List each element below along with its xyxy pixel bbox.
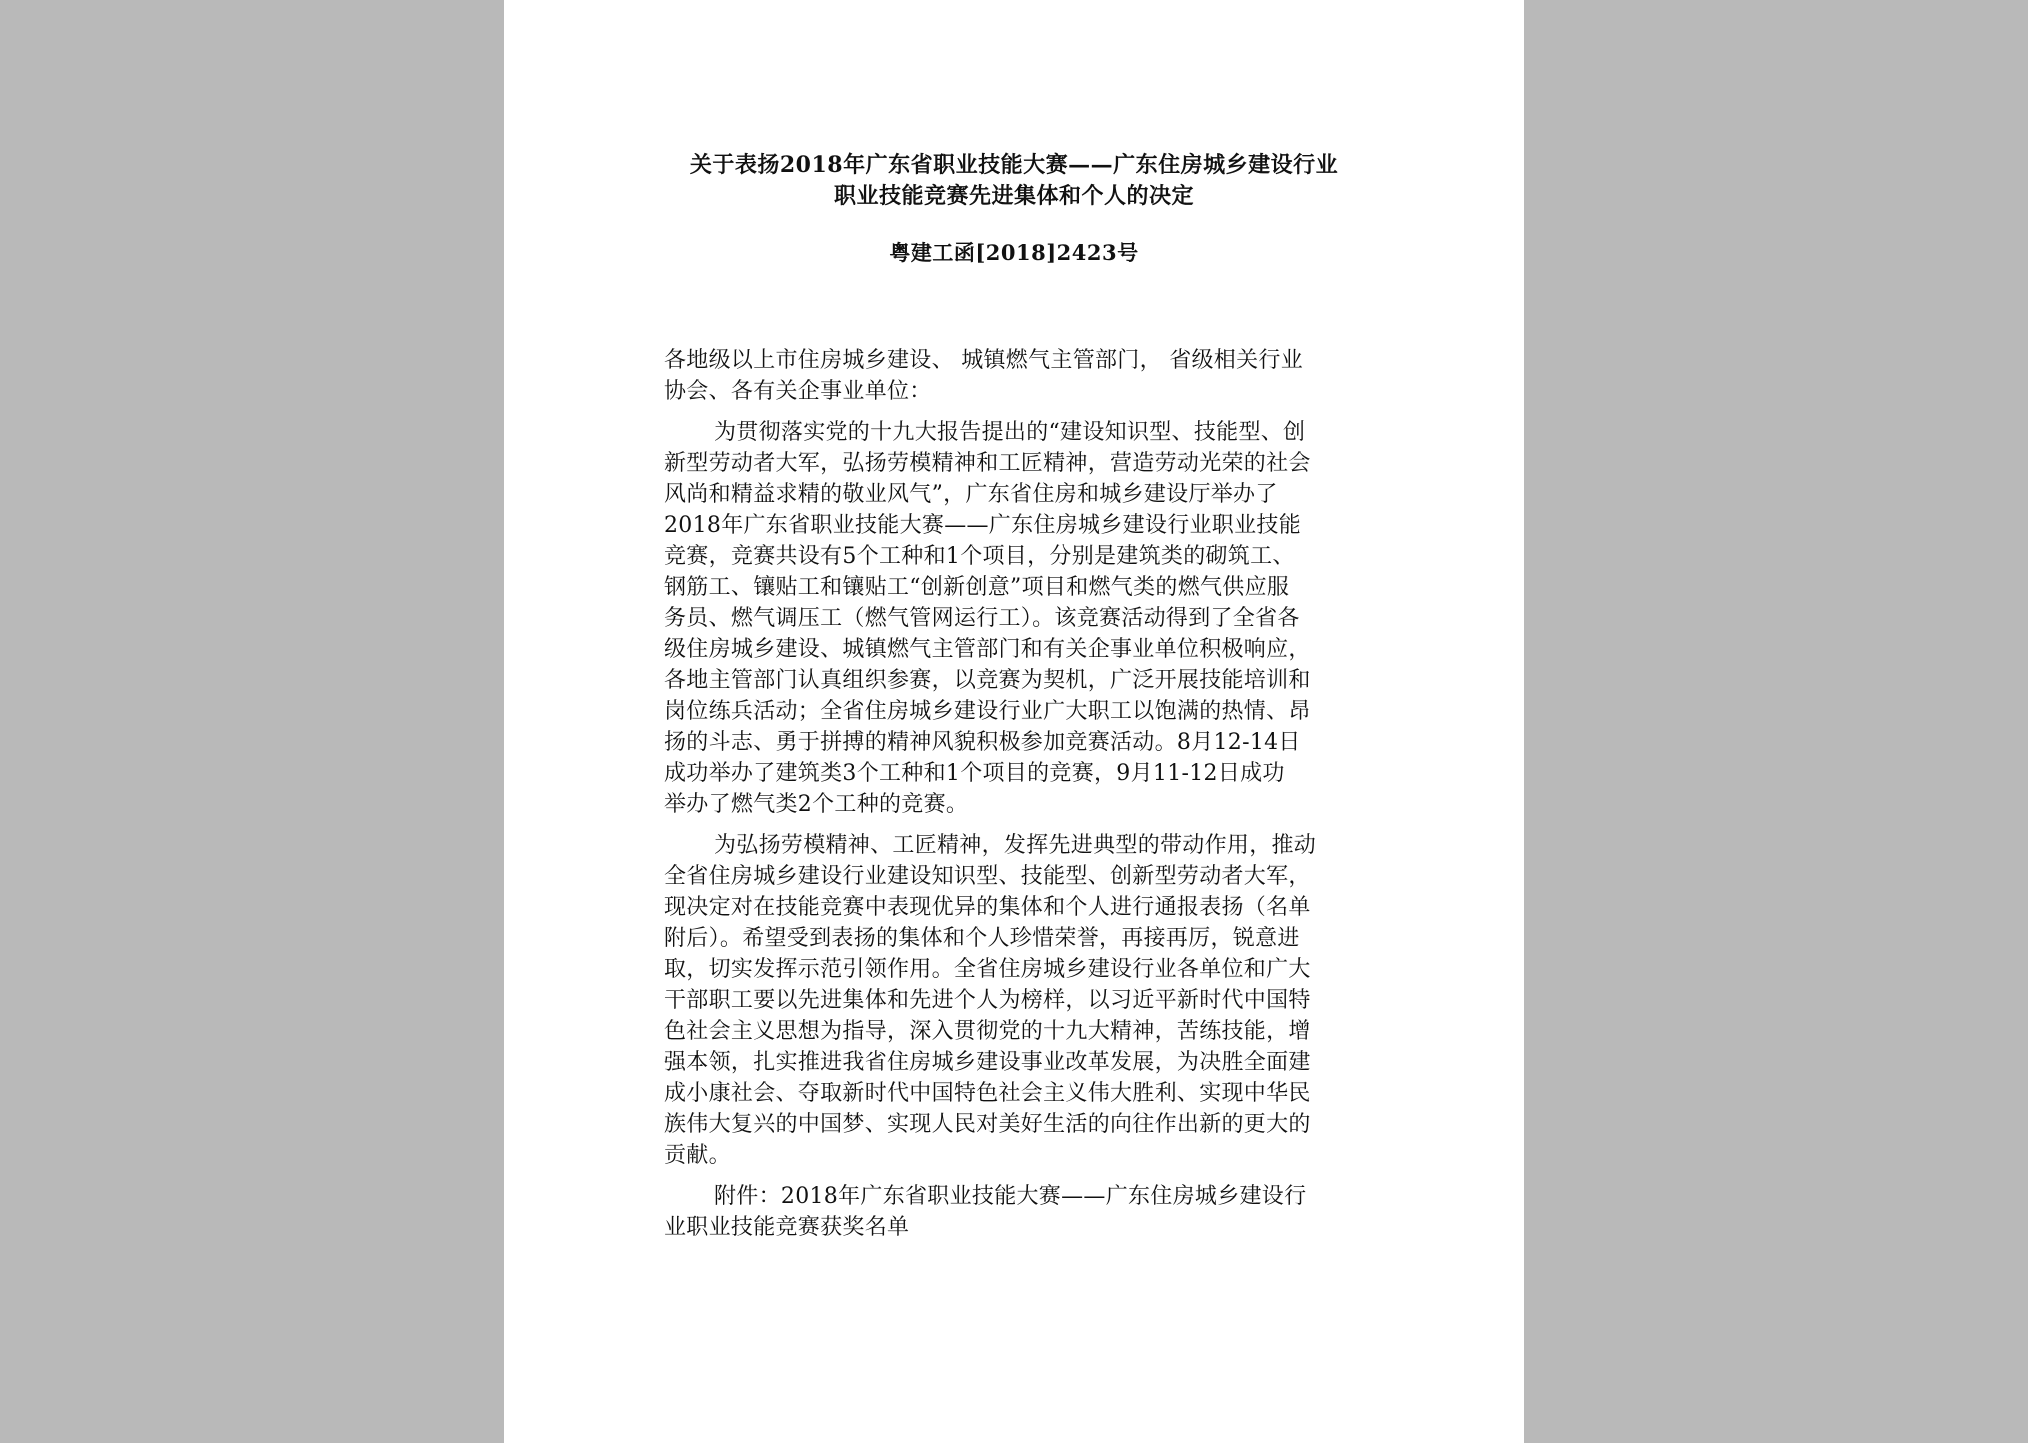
document-page — [504, 0, 1524, 1443]
paragraph2-line: 现决定对在技能竞赛中表现优异的集体和个人进行通报表扬（名单 — [664, 895, 1311, 920]
paragraph2-line: 为弘扬劳模精神、工匠精神，发挥先进典型的带动作用，推动 — [714, 833, 1317, 858]
document-title-line-2: 职业技能竞赛先进集体和个人的决定 — [833, 183, 1194, 209]
paragraph2-line: 族伟大复兴的中国梦、实现人民对美好生活的向往作出新的更大的 — [664, 1112, 1311, 1137]
paragraph1-line: 钢筋工、镶贴工和镶贴工“创新创意”项目和燃气类的燃气供应服 — [664, 575, 1290, 600]
paragraph2-line: 强本领，扎实推进我省住房城乡建设事业改革发展，为决胜全面建 — [664, 1050, 1311, 1075]
paragraph1-line: 竞赛，竞赛共设有5个工种和1个项目，分别是建筑类的砌筑工、 — [664, 544, 1295, 569]
paragraph2-line: 干部职工要以先进集体和先进个人为榜样，以习近平新时代中国特 — [664, 988, 1311, 1013]
addressee-line-1: 各地级以上市住房城乡建设、 城镇燃气主管部门， 省级相关行业 — [664, 348, 1303, 373]
document-number: 粤建工函[2018]2423号 — [889, 240, 1139, 265]
document-title-line-1: 关于表扬2018年广东省职业技能大赛——广东住房城乡建设行业 — [689, 152, 1339, 178]
paragraph1-line: 2018年广东省职业技能大赛——广东住房城乡建设行业职业技能 — [664, 513, 1301, 538]
paragraph1-line: 级住房城乡建设、城镇燃气主管部门和有关企事业单位积极响应， — [664, 637, 1311, 662]
attachment-line-1: 附件：2018年广东省职业技能大赛——广东住房城乡建设行 — [714, 1184, 1307, 1209]
paragraph2-line: 全省住房城乡建设行业建设知识型、技能型、创新型劳动者大军， — [664, 864, 1311, 889]
paragraph2-line: 取，切实发挥示范引领作用。全省住房城乡建设行业各单位和广大 — [664, 957, 1311, 982]
paragraph1-line: 扬的斗志、勇于拼搏的精神风貌积极参加竞赛活动。8月12-14日 — [664, 730, 1301, 755]
addressee-line-2: 协会、各有关企事业单位： — [664, 379, 932, 404]
paragraph1-line: 风尚和精益求精的敬业风气”，广东省住房和城乡建设厅举办了 — [664, 482, 1278, 507]
paragraph2-line: 成小康社会、夺取新时代中国特色社会主义伟大胜利、实现中华民 — [664, 1081, 1311, 1106]
paragraph2-line: 色社会主义思想为指导，深入贯彻党的十九大精神，苦练技能，增 — [664, 1019, 1311, 1044]
paragraph1-line: 为贯彻落实党的十九大报告提出的“建设知识型、技能型、创 — [714, 420, 1306, 445]
paragraph2-line: 贡献。 — [664, 1143, 731, 1168]
paragraph2-line: 附后）。希望受到表扬的集体和个人珍惜荣誉，再接再厉，锐意进 — [664, 926, 1300, 951]
paragraph1-line: 务员、燃气调压工（燃气管网运行工）。该竞赛活动得到了全省各 — [664, 606, 1300, 631]
paragraph1-line: 新型劳动者大军，弘扬劳模精神和工匠精神，营造劳动光荣的社会 — [664, 451, 1311, 476]
paragraph1-line: 举办了燃气类2个工种的竞赛。 — [664, 792, 969, 817]
paragraph1-line: 岗位练兵活动；全省住房城乡建设行业广大职工以饱满的热情、昂 — [664, 699, 1311, 724]
paragraph1-line: 各地主管部门认真组织参赛，以竞赛为契机，广泛开展技能培训和 — [664, 668, 1311, 693]
attachment-line-2: 业职业技能竞赛获奖名单 — [664, 1215, 910, 1240]
paragraph1-line: 成功举办了建筑类3个工种和1个项目的竞赛，9月11-12日成功 — [664, 761, 1285, 786]
